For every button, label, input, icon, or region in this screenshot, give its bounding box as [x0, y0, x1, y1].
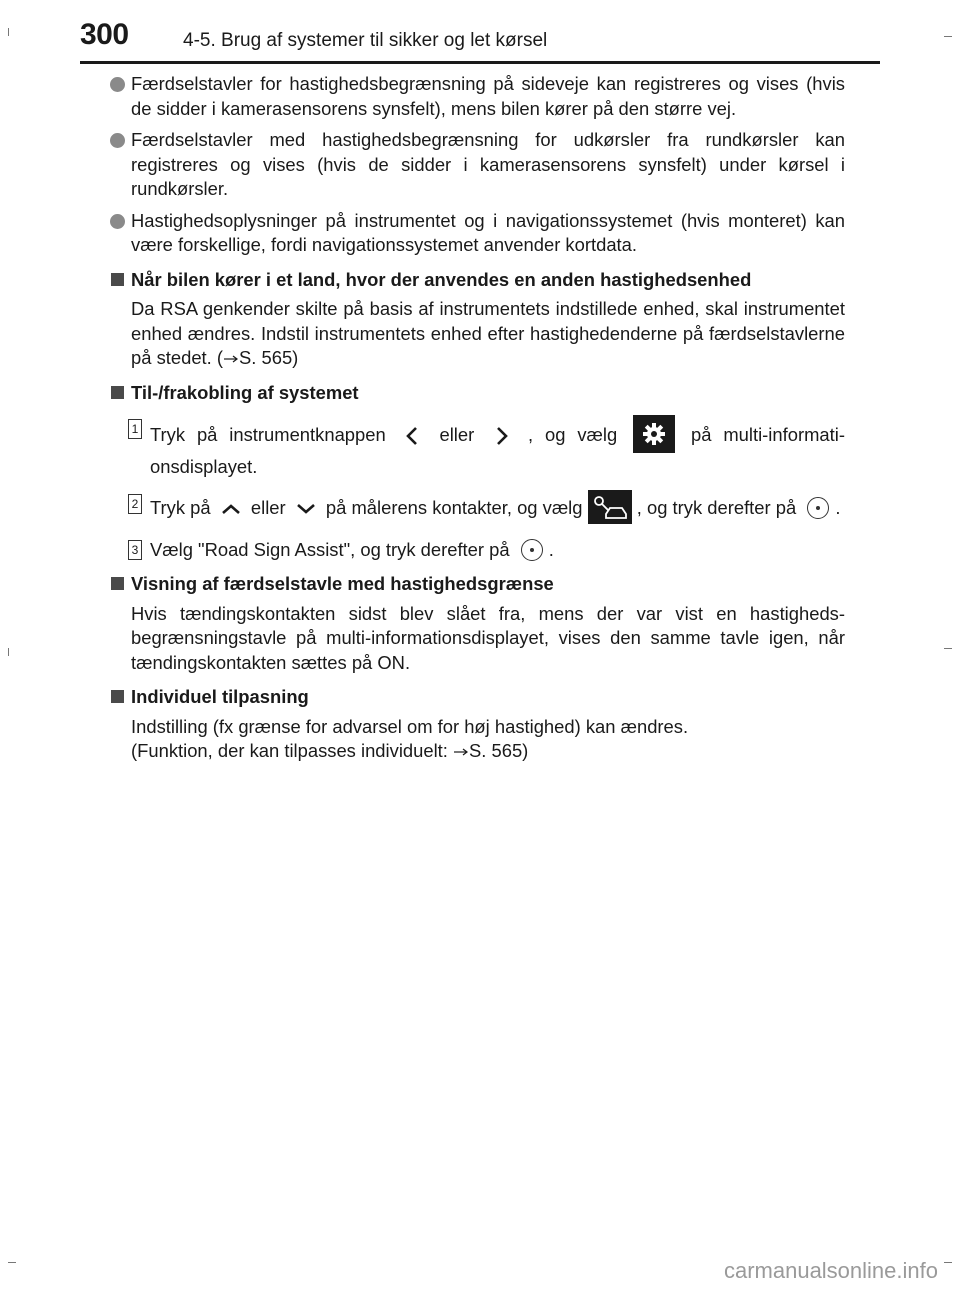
step-text: , og tryk derefter på: [636, 496, 797, 518]
car-settings-icon: [588, 490, 632, 524]
crop-mark: [944, 1262, 952, 1263]
page-reference: S. 565): [239, 347, 299, 368]
step-text: eller: [250, 496, 286, 518]
page-number: 300: [80, 18, 129, 51]
step-text: på målerens kontakter, og vælg: [325, 496, 583, 518]
section-title: Til-/frakobling af systemet: [131, 381, 359, 403]
step-item: [110, 492, 845, 526]
section-heading: [110, 572, 845, 597]
bullet-text: Hastighedsoplysninger på instrumentet og i navigationssystemet (hvis monteret) kan være forskellige, fordi navigationssystemet anvender kortdata.: [131, 209, 845, 255]
watermark: carmanualsonline.info: [723, 1258, 938, 1283]
step-number: 1: [128, 419, 142, 439]
step-text: eller: [439, 423, 475, 445]
bullet-dot: [110, 214, 125, 229]
ok-button-icon: [521, 539, 543, 561]
section-title: Visning af færdselstavle med hastighedsgrænse: [131, 573, 554, 594]
bullet-item: [110, 72, 845, 121]
step-text: Tryk på instrumentknappen: [150, 423, 386, 445]
section-square-icon: [111, 386, 124, 399]
section-title: Når bilen kører i et land, hvor der anvendes en anden hastighedsenhed: [131, 268, 752, 290]
paragraph-text: Da RSA genkender skilte på basis af instrumentets indstillede enhed, skal instrumentet enhed ændres. Indstil instrumentets enhed efter hastighedenderne på færdselstavlerne på stedet. (: [131, 298, 845, 368]
paragraph-text: (Funktion, der kan tilpasses individuelt:: [131, 740, 453, 761]
step-number: 3: [128, 540, 142, 560]
section-square-icon: [111, 690, 124, 703]
section-paragraph: [110, 715, 845, 764]
crop-mark: [944, 648, 952, 649]
section-square-icon: [111, 577, 124, 590]
chevron-up-icon: [216, 500, 246, 518]
crop-mark: [944, 36, 952, 37]
bullet-item: [110, 128, 845, 202]
crop-mark: [8, 28, 9, 36]
section-paragraph: [110, 602, 845, 676]
page-header: [0, 0, 960, 66]
arrow-right-icon: [453, 747, 469, 757]
paragraph-text: Hvis tændingskontakten sidst blev slået fra, mens der var vist en hastighedsbegrænsningstavle på multi-informationsdisplayet, vises den samme tavle igen, når tændingskontakten sættes på ON.: [131, 602, 845, 673]
bullet-dot: [110, 77, 125, 92]
step-text: .: [548, 538, 554, 560]
step-text: på multi-informationsdisplayet.: [150, 423, 845, 477]
step-item: [110, 538, 845, 563]
crop-mark: [8, 1262, 16, 1263]
step-text: Tryk på: [150, 496, 211, 518]
section-square-icon: [111, 273, 124, 286]
chapter-title: 4-5. Brug af systemer til sikker og let kørsel: [183, 30, 548, 51]
page-reference: S. 565): [469, 740, 529, 761]
crop-mark: [8, 648, 9, 656]
paragraph-text: Indstilling (fx grænse for advarsel om for høj hastighed) kan ændres.: [131, 715, 689, 737]
section-heading: [110, 381, 845, 406]
chevron-left-icon: [398, 425, 428, 447]
page-body: [110, 72, 845, 768]
step-item: [110, 417, 845, 480]
bullet-text: Færdselstavler med hastighedsbegrænsning for udkørsler fra rundkørsler kan registreres og vises (hvis de sidder i kamerasensorens synsfelt) under kørsel i rundkørsler.: [131, 129, 845, 199]
bullet-dot: [110, 133, 125, 148]
arrow-right-icon: [223, 354, 239, 364]
bullet-item: [110, 209, 845, 258]
gear-icon: [633, 415, 675, 453]
bullet-text: Færdselstavler for hastighedsbegrænsning på sideveje kan registreres og vises (hvis de sidder i kamerasensorens synsfelt), mens bilen kører på den større vej.: [131, 73, 845, 119]
step-number: 2: [128, 494, 142, 514]
step-text: Vælg "Road Sign Assist", og tryk derefter på: [150, 538, 510, 560]
step-text: , og vælg: [528, 423, 618, 445]
section-heading: [110, 268, 845, 293]
ok-button-icon: [807, 497, 829, 519]
header-rule: [80, 61, 880, 64]
section-paragraph: [110, 297, 845, 371]
chevron-right-icon: [486, 425, 516, 447]
step-text: .: [835, 496, 841, 518]
section-title: Individuel tilpasning: [131, 686, 309, 707]
chevron-down-icon: [291, 500, 321, 518]
section-heading: [110, 685, 845, 710]
